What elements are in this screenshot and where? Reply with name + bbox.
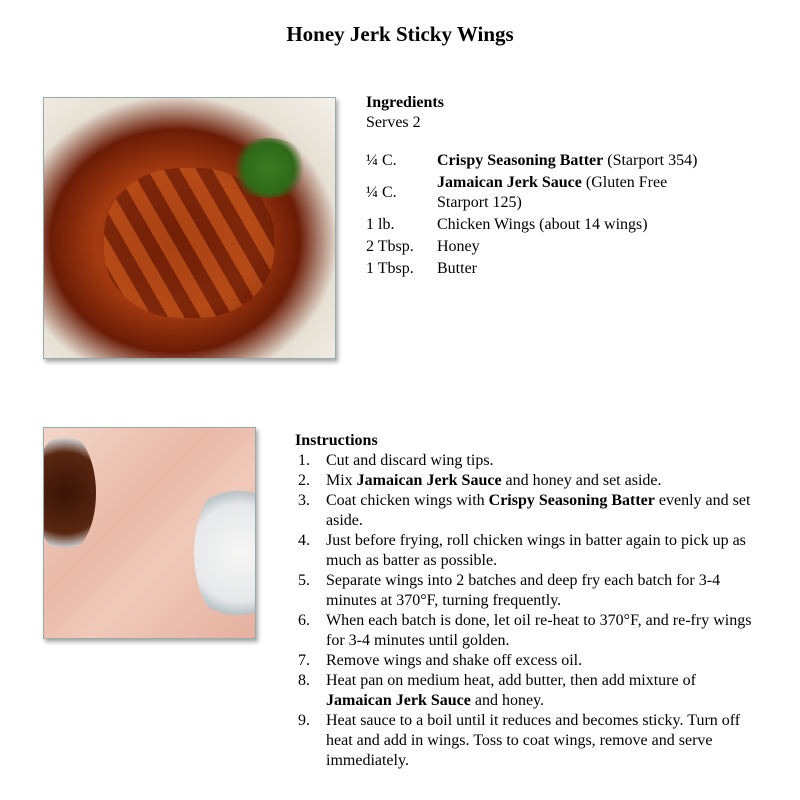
step-text: evenly and set aside. (326, 492, 751, 529)
ingredient-product: Jamaican Jerk Sauce (437, 174, 582, 191)
instructions-section (295, 431, 765, 771)
recipe-title: Honey Jerk Sticky Wings (286, 22, 514, 46)
step-number: 6. (298, 612, 310, 629)
step-number: 5. (298, 572, 310, 589)
ingredient-name (437, 151, 707, 173)
step-product: Crispy Seasoning Batter (488, 492, 655, 509)
step-text: When each batch is done, let oil re-heat to 370°F, and re-fry wings for 3-4 minutes until golden. (326, 612, 752, 649)
ingredient-qty: 2 Tbsp. (366, 238, 414, 255)
ingredient-qty: 1 lb. (366, 216, 395, 233)
ingredient-row (366, 259, 707, 281)
instruction-step (295, 491, 765, 531)
step-number: 3. (298, 492, 310, 509)
ingredient-qty: ¼ C. (366, 184, 397, 201)
raw-wings-photo (43, 427, 256, 639)
ingredient-note: (Gluten Free Starport 125) (437, 174, 668, 211)
step-product: Jamaican Jerk Sauce (326, 692, 471, 709)
wings-photo (43, 97, 336, 359)
step-text: Heat pan on medium heat, add butter, then add mixture of (326, 672, 696, 689)
ingredient-name: Butter (437, 260, 477, 277)
ingredient-note: (Starport 354) (603, 152, 698, 169)
ingredient-row (366, 173, 707, 215)
ingredient-name (437, 173, 707, 215)
step-number: 4. (298, 532, 310, 549)
parsley-garnish (229, 138, 309, 198)
step-text: and honey. (470, 692, 545, 709)
step-text: Cut and discard wing tips. (326, 452, 494, 469)
step-text: and honey and set aside. (501, 472, 662, 489)
ingredients-table (366, 151, 707, 281)
instruction-step (295, 471, 765, 491)
instruction-step (295, 611, 765, 651)
step-number: 8. (298, 672, 310, 689)
step-text: Separate wings into 2 batches and deep fry each batch for 3-4 minutes at 370°F, turning frequently. (326, 572, 721, 609)
step-number: 2. (298, 472, 310, 489)
step-product: Jamaican Jerk Sauce (356, 472, 502, 489)
instruction-steps (295, 451, 765, 771)
ingredient-row (366, 237, 707, 259)
instruction-step (295, 711, 765, 771)
step-text: Heat sauce to a boil until it reduces and becomes sticky. Turn off heat and add in wings. Toss to coat wings, remove and serve immediately. (326, 712, 741, 769)
step-number: 7. (298, 652, 310, 669)
instruction-step (295, 651, 765, 671)
step-text: Just before frying, roll chicken wings in batter again to pick up as much as batter as possible. (326, 532, 746, 569)
ingredient-qty: 1 Tbsp. (366, 260, 414, 277)
batter-bowl (194, 478, 256, 628)
instruction-step (295, 571, 765, 611)
step-text: Mix (326, 472, 357, 489)
step-text: Remove wings and shake off excess oil. (326, 652, 583, 669)
ingredient-name: Honey (437, 238, 480, 255)
ingredients-section (366, 93, 707, 281)
ingredient-product: Crispy Seasoning Batter (437, 152, 604, 169)
servings: Serves 2 (366, 114, 421, 131)
ingredient-row (366, 151, 707, 173)
ingredient-name: Chicken Wings (about 14 wings) (437, 216, 648, 233)
ingredients-heading: Ingredients (366, 94, 444, 111)
instructions-heading: Instructions (295, 432, 378, 449)
instruction-step (295, 531, 765, 571)
instruction-step (295, 451, 765, 471)
step-text: Coat chicken wings with (326, 492, 489, 509)
ingredient-qty: ¼ C. (366, 152, 397, 169)
instruction-step (295, 671, 765, 711)
sauce-bowl (43, 433, 96, 553)
step-number: 9. (298, 712, 310, 729)
ingredient-row (366, 215, 707, 237)
step-number: 1. (298, 452, 310, 469)
